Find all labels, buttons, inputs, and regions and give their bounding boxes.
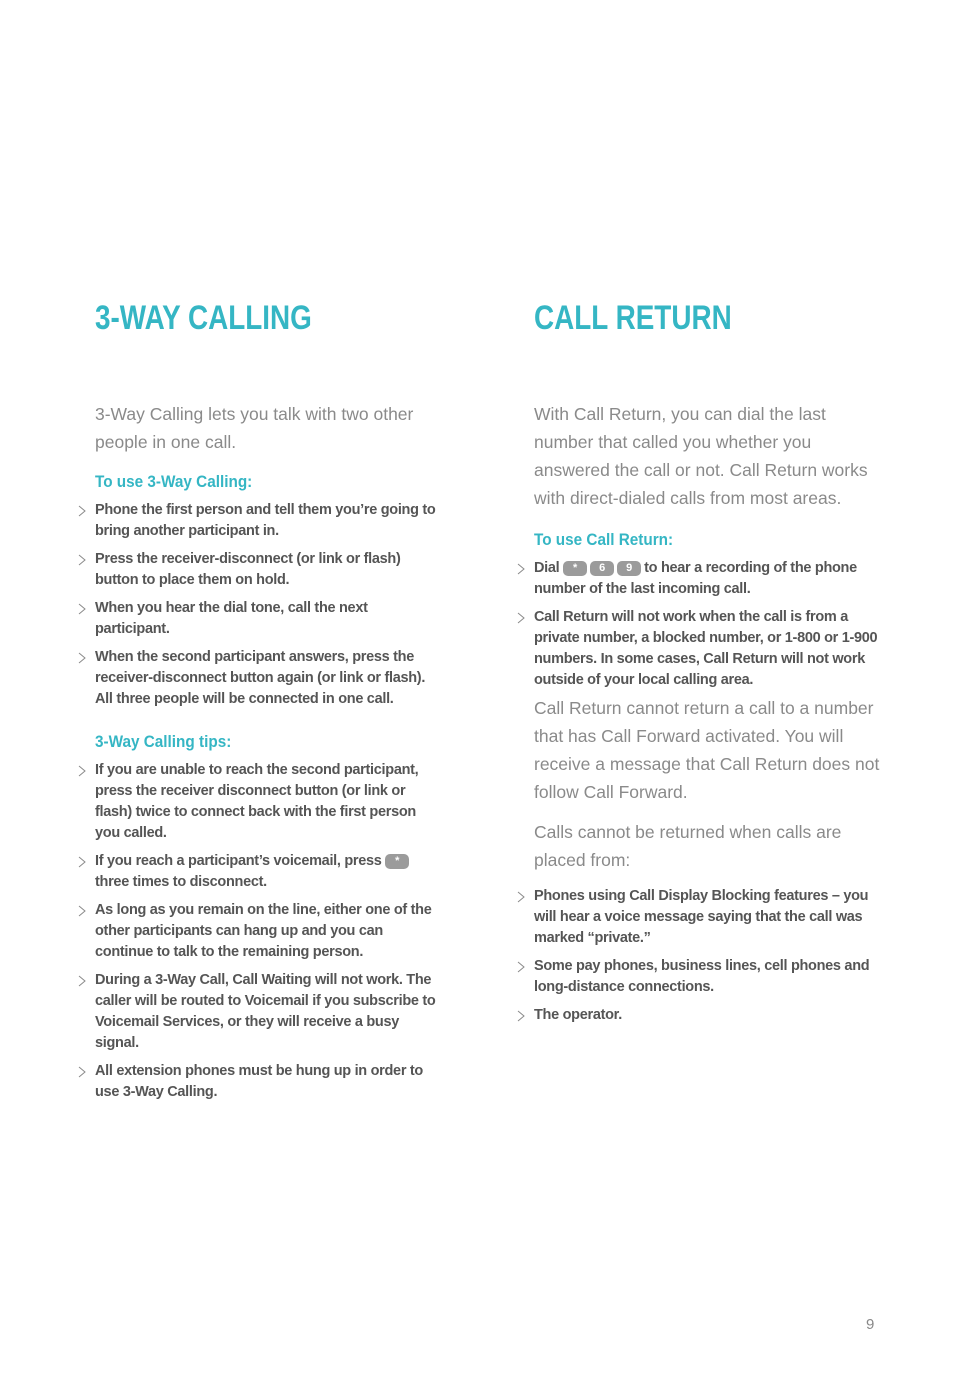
chevron-right-icon xyxy=(77,765,87,777)
page-number: 9 xyxy=(866,1316,875,1333)
howto-list xyxy=(534,558,884,691)
list-item xyxy=(534,1005,884,1026)
howto-list xyxy=(95,500,440,710)
list-item xyxy=(95,549,440,591)
chevron-right-icon xyxy=(77,603,87,615)
list-item-text: When you hear the dial tone, call the next participant. xyxy=(95,600,368,637)
section-intro: With Call Return, you can dial the last number that called you whether you answered the call or not. Call Return works with direct-dialed calls from most areas. xyxy=(534,404,868,508)
list-item-text: Dial xyxy=(534,560,564,576)
list-item-text: Call Return will not work when the call is from a private number, a blocked number, or 1-800 or 1-900 numbers. In some cases, Call Return will not work outside of your local calling area. xyxy=(534,609,878,688)
list-item-text: When the second participant answers, press the receiver-disconnect button again (or link or flash). All three people will be connected in one call. xyxy=(95,649,426,707)
nine-key-icon: 9 xyxy=(617,561,641,576)
list-item xyxy=(95,760,440,844)
list-item-text: If you reach a participant’s voicemail, press xyxy=(95,853,386,869)
chevron-right-icon xyxy=(77,554,87,566)
chevron-right-icon xyxy=(77,652,87,664)
list-item xyxy=(95,598,440,640)
section-intro: 3-Way Calling lets you talk with two other people in one call. xyxy=(95,404,414,452)
list-item xyxy=(95,900,440,963)
list-item-text: If you are unable to reach the second participant, press the receiver disconnect button (or link or flash) twice to connect back with the first person you called. xyxy=(95,762,419,841)
list-item-text: Phones using Call Display Blocking features – you will hear a voice message saying that the call was marked “private.” xyxy=(534,888,869,946)
chevron-right-icon xyxy=(516,612,526,624)
star-key-icon: * xyxy=(385,854,409,869)
list-item-text: three times to disconnect. xyxy=(95,874,267,890)
chevron-right-icon xyxy=(516,961,526,973)
places-list xyxy=(534,886,884,1026)
list-item xyxy=(534,558,884,600)
tips-list xyxy=(95,760,440,1103)
list-item xyxy=(95,647,440,710)
call-return-section xyxy=(534,296,884,1033)
chevron-right-icon xyxy=(77,1066,87,1078)
list-item-text: All extension phones must be hung up in order to use 3-Way Calling. xyxy=(95,1063,423,1100)
chevron-right-icon xyxy=(77,975,87,987)
howto-heading: To use Call Return: xyxy=(534,530,674,549)
chevron-right-icon xyxy=(516,1010,526,1022)
list-item xyxy=(95,970,440,1054)
chevron-right-icon xyxy=(516,563,526,575)
section-title: 3-WAY CALLING xyxy=(95,299,312,337)
list-item-text: Phone the first person and tell them you’re going to bring another participant in. xyxy=(95,502,436,539)
list-item-text: Press the receiver-disconnect (or link or flash) button to place them on hold. xyxy=(95,551,401,588)
list-item-text: As long as you remain on the line, either one of the other participants can hang up and you can continue to talk to the remaining person. xyxy=(95,902,432,960)
three-way-calling-section xyxy=(95,296,440,1110)
list-item xyxy=(95,500,440,542)
list-item xyxy=(95,851,440,893)
list-item xyxy=(95,1061,440,1103)
section-title: CALL RETURN xyxy=(534,299,732,337)
chevron-right-icon xyxy=(516,891,526,903)
list-item xyxy=(534,886,884,949)
chevron-right-icon xyxy=(77,505,87,517)
howto-heading: To use 3-Way Calling: xyxy=(95,472,253,491)
body-paragraph: Calls cannot be returned when calls are placed from: xyxy=(534,822,842,870)
chevron-right-icon xyxy=(77,856,87,868)
body-paragraph: Call Return cannot return a call to a number that has Call Forward activated. You will receive a message that Call Return does not follow Call Forward. xyxy=(534,698,880,802)
chevron-right-icon xyxy=(77,905,87,917)
six-key-icon: 6 xyxy=(590,561,614,576)
list-item xyxy=(534,607,884,691)
tips-heading: 3-Way Calling tips: xyxy=(95,732,232,751)
list-item-text: to hear a recording of the phone number of the last incoming call. xyxy=(534,560,857,597)
list-item-text: Some pay phones, business lines, cell phones and long-distance connections. xyxy=(534,958,870,995)
list-item xyxy=(534,956,884,998)
list-item-text: The operator. xyxy=(534,1007,622,1023)
list-item-text: During a 3-Way Call, Call Waiting will not work. The caller will be routed to Voicemail if you subscribe to Voicemail Services, or they will receive a busy signal. xyxy=(95,972,436,1051)
star-key-icon: * xyxy=(563,561,587,576)
